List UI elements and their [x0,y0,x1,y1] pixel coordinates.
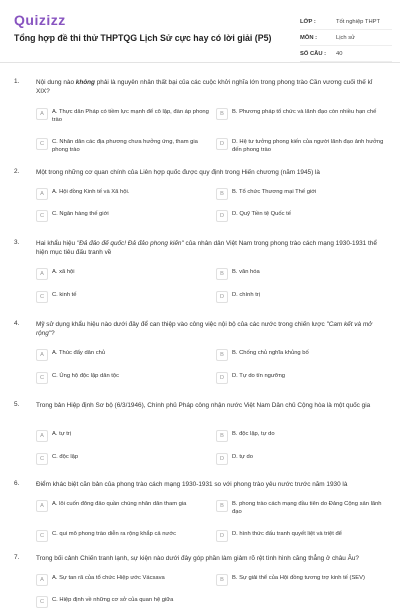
option-letter: C [36,291,48,303]
option-text: D. Quỹ Tiền tệ Quốc tế [232,211,291,217]
option-b[interactable] [216,186,390,205]
option-d[interactable] [216,528,390,547]
option-c[interactable] [36,289,210,308]
option-b[interactable] [216,572,390,591]
option-d[interactable] [216,289,390,308]
question-text: Mỹ sử dụng khẩu hiệu nào dưới đây để can thiệp vào công việc nội bộ của các nước trong chiến lược "Cam kết và mở rộng"? [36,321,373,337]
option-letter: D [216,372,228,384]
option-text: C. Nhân dân các địa phương chưa hưởng ứng, tham gia phong trào [52,139,198,153]
document-title: Tổng hợp đề thi thử THPTQG Lịch Sử cực hay có lời giải (P5) [14,33,272,43]
option-a[interactable] [36,347,210,366]
option-text: D. Tự do tín ngưỡng [232,373,286,379]
question-number: 6. [14,480,20,487]
option-letter: B [216,268,228,280]
question-number: 1. [14,78,20,85]
option-letter: C [36,596,48,608]
option-text: B. Sự giải thể của Hội đồng tương trợ kinh tế (SEV) [232,575,365,581]
option-letter: B [216,574,228,586]
option-c[interactable] [36,136,210,155]
option-c[interactable] [36,528,210,547]
option-letter: A [36,268,48,280]
option-letter: C [36,453,48,465]
option-b[interactable] [216,266,390,285]
option-text: C. độc lập [52,454,79,460]
question-text: Nội dung nào không phải là nguyên nhân thất bại của các cuộc khởi nghĩa lớn trong phong trào Cần vương cuối thế kỉ XIX? [36,79,373,95]
meta-label: LỚP : [300,18,316,25]
question-text: Điểm khác biệt căn bản của phong trào cách mạng 1930-1931 so với phong trào yêu nước trước năm 1930 là [36,481,348,488]
option-letter: D [216,291,228,303]
question-text: Hai khẩu hiệu "Đả đảo đế quốc! Đả đảo phong kiến" của nhân dân Việt Nam trong phong trào cách mạng 1930-1931 thể hiện mục tiêu đấu tranh về [36,240,377,256]
option-letter: B [216,188,228,200]
option-letter: A [36,430,48,442]
option-text: B. văn hóa [232,269,260,275]
option-a[interactable] [36,572,210,591]
option-c[interactable] [36,208,210,227]
option-c[interactable] [36,451,210,470]
meta-row-count [300,46,392,62]
option-b[interactable] [216,347,390,366]
option-letter: B [216,108,228,120]
meta-row-class [300,14,392,30]
question-number: 5. [14,401,20,408]
option-text: C. Ngân hàng thế giới [52,211,109,217]
option-letter: D [216,138,228,150]
meta-value: 40 [336,50,343,57]
meta-table [300,14,392,62]
header-divider [0,62,400,63]
option-text: C. kinh tế [52,292,77,298]
option-text: A. Hội đồng Kinh tế và Xã hội. [52,189,130,195]
option-letter: A [36,574,48,586]
option-d[interactable] [216,136,390,155]
option-a[interactable] [36,106,210,125]
option-letter: C [36,210,48,222]
option-text: D. tự do [232,454,253,460]
option-b[interactable] [216,428,390,447]
option-text: B. Chống chủ nghĩa khủng bố [232,350,309,356]
question-text: Trong bối cảnh Chiến tranh lạnh, sự kiện nào dưới đây góp phần làm giảm rõ rệt tình hình căng thẳng ở châu Âu? [36,555,359,562]
quizizz-logo[interactable]: Quizizz [14,12,66,28]
option-letter: A [36,108,48,120]
option-letter: D [216,530,228,542]
option-a[interactable] [36,186,210,205]
option-letter: D [216,453,228,465]
option-letter: C [36,372,48,384]
option-d[interactable] [216,208,390,227]
option-letter: A [36,500,48,512]
option-text: A. Thúc đẩy dân chủ [52,350,106,356]
question-number: 4. [14,320,20,327]
meta-label: MÔN : [300,34,318,41]
option-b[interactable] [216,498,390,517]
option-text: B. phong trào cách mạng đầu tiên do Đảng Cộng sản lãnh đạo [232,501,382,515]
option-letter: C [36,138,48,150]
option-letter: D [216,210,228,222]
option-b[interactable] [216,106,390,125]
option-letter: B [216,430,228,442]
meta-value: Tốt nghiệp THPT [336,18,381,25]
meta-value: Lịch sử [336,34,356,41]
option-text: D. chính trị [232,292,261,298]
option-a[interactable] [36,266,210,285]
option-text: A. tự trị [52,431,72,437]
option-text: C. Hiệp định về những cơ sở của quan hệ giữa [52,597,174,603]
question-number: 7. [14,554,20,561]
option-letter: B [216,349,228,361]
option-letter: A [36,188,48,200]
option-c[interactable] [36,370,210,389]
option-text: B. Tổ chức Thương mại Thế giới [232,189,317,195]
question-text: Một trong những cơ quan chính của Liên hợp quốc được quy định trong Hiến chương (năm 1945) là [36,169,320,176]
option-d[interactable] [216,370,390,389]
option-text: C. qui mô phong trào diễn ra rộng khắp cả nước [52,531,177,537]
option-letter: C [36,530,48,542]
meta-row-subject [300,30,392,46]
option-a[interactable] [36,428,210,447]
question-text: Trong bản Hiệp định Sơ bộ (6/3/1946), Chính phủ Pháp công nhận nước Việt Nam Dân chủ Cộng hòa là một quốc gia [36,402,371,409]
option-text: C. Ủng hộ độc lập dân tộc [52,373,120,379]
meta-label: SỐ CÂU : [300,50,327,57]
option-text: D. hình thức đấu tranh quyết liệt và triệt để [232,531,342,537]
option-text: B. độc lập, tự do [232,431,275,437]
option-c[interactable] [36,594,210,613]
option-text: A. Thực dân Pháp có tiềm lực mạnh để cô lập, đàn áp phong trào [52,109,209,123]
question-number: 2. [14,168,20,175]
document-header [0,0,400,60]
option-letter: A [36,349,48,361]
option-a[interactable] [36,498,210,517]
option-text: D. Hệ tư tưởng phong kiến của người lãnh đạo ảnh hưởng đến phong trào [232,139,384,153]
option-letter: B [216,500,228,512]
question-number: 3. [14,239,20,246]
option-d[interactable] [216,451,390,470]
option-text: B. Phương pháp tổ chức và lãnh đạo còn nhiều hạn chế [232,109,377,115]
option-text: A. xã hội [52,269,75,275]
option-text: A. Sự tan rã của tổ chức Hiệp ước Vácsava [52,575,165,581]
option-text: A. lôi cuốn đông đảo quần chúng nhân dân tham gia [52,501,187,507]
